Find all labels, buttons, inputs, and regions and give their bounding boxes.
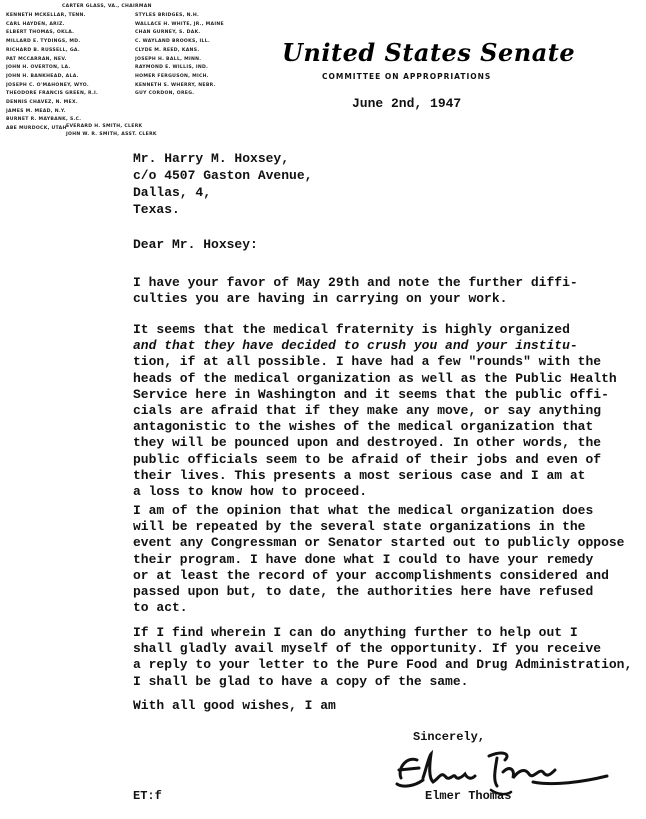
roster-member: STYLES BRIDGES, N.H. — [135, 13, 200, 18]
roster-right-column — [135, 12, 260, 99]
roster-member: RAYMOND E. WILLIS, IND. — [135, 65, 209, 71]
recipient-care-of: c/o 4507 Gaston Avenue, — [133, 168, 313, 183]
roster-clerk: EVERARD H. SMITH, CLERK — [66, 124, 143, 129]
paragraph-2 — [133, 322, 643, 500]
letterhead-title: United States Senate — [282, 38, 576, 67]
roster-chairman: CARTER GLASS, VA., CHAIRMAN — [62, 4, 152, 9]
paragraph-line: passed upon but, to date, the authorities here have refused — [133, 584, 594, 600]
roster-member: JAMES M. MEAD, N.Y. — [6, 108, 66, 114]
roster-member: ELBERT THOMAS, OKLA. — [6, 30, 75, 36]
letter-date: June 2nd, 1947 — [352, 96, 462, 111]
signer-name: Elmer Thomas — [425, 789, 512, 803]
roster-member: WALLACE H. WHITE, JR., MAINE — [135, 21, 224, 27]
paragraph-line: event any Congressman or Senator started out to publicly oppose — [133, 535, 625, 551]
paragraph-line: Service here in Washington and it seems that the public offi- — [133, 386, 609, 402]
letterhead-committee: COMMITTEE ON APPROPRIATIONS — [322, 72, 492, 81]
paragraph-line: If I find wherein I can do anything further to help out I — [133, 625, 578, 640]
paragraph-line: I shall be glad to have a copy of the same. — [133, 673, 469, 689]
paragraph-line: I have your favor of May 29th and note the further diffi- — [133, 275, 578, 290]
paragraph-line: to act. — [133, 600, 188, 616]
sincerely-line: Sincerely, — [413, 730, 486, 744]
paragraph-line: I am of the opinion that what the medical organization does — [133, 503, 594, 518]
roster-member: RICHARD B. RUSSELL, GA. — [6, 47, 80, 53]
paragraph-line: a reply to your letter to the Pure Food and Drug Administration, — [133, 657, 633, 673]
salutation: Dear Mr. Hoxsey: — [133, 237, 258, 252]
paragraph-line: culties you are having in carrying on your work. — [133, 291, 508, 307]
paragraph-line: heads of the medical organization as well as the Public Health — [133, 370, 617, 386]
recipient-city: Dallas, 4, — [133, 185, 212, 200]
roster-member: MILLARD E. TYDINGS, MD. — [6, 39, 81, 45]
roster-member: CLYDE M. REED, KANS. — [135, 47, 200, 53]
roster-member: JOHN H. OVERTON, LA. — [6, 65, 71, 71]
paragraph-line: and that they have decided to crush you and your institu- — [133, 338, 578, 354]
roster-member: THEODORE FRANCIS GREEN, R.I. — [6, 91, 99, 97]
paragraph-line: public officials seem to be afraid of their jobs and even of — [133, 451, 602, 467]
paragraph-line: their program. I have done what I could to have your remedy — [133, 551, 594, 567]
recipient-state: Texas. — [133, 202, 180, 217]
paragraph-line: a loss to know how to proceed. — [133, 484, 368, 500]
typist-initials: ET:f — [133, 789, 162, 803]
roster-member: JOSEPH C. O'MAHONEY, WYO. — [6, 82, 89, 88]
roster-member: CHAN GURNEY, S. DAK. — [135, 30, 201, 36]
roster-member: HOMER FERGUSON, MICH. — [135, 73, 209, 79]
paragraph-line: tion, if at all possible. I have had a few "rounds" with the — [133, 354, 602, 370]
roster-left-column — [6, 12, 131, 134]
paragraph-3 — [133, 503, 643, 616]
paragraph-line: will be repeated by the several state organizations in the — [133, 519, 586, 535]
paragraph-1 — [133, 275, 643, 307]
roster-member: ABE MURDOCK, UTAH — [6, 126, 67, 132]
paragraph-line: or at least the record of your accomplishments considered and — [133, 567, 609, 583]
roster-member: JOHN H. BANKHEAD, ALA. — [6, 73, 79, 79]
roster-member: CARL HAYDEN, ARIZ. — [6, 21, 65, 27]
roster-member: KENNETH S. WHERRY, NEBR. — [135, 82, 216, 88]
paragraph-line: It seems that the medical fraternity is highly organized — [133, 322, 570, 337]
roster-member: KENNETH MCKELLAR, TENN. — [6, 13, 86, 18]
paragraph-line: they will be pounced upon and destroyed. In other words, the — [133, 435, 602, 451]
paragraph-line: cials are afraid that if they make any move, or say anything — [133, 403, 602, 419]
recipient-address — [133, 150, 312, 218]
closing-line: With all good wishes, I am — [133, 698, 336, 713]
paragraph-line: shall gladly avail myself of the opportunity. If you receive — [133, 641, 602, 657]
paragraph-4 — [133, 625, 643, 690]
roster-member: JOSEPH H. BALL, MINN. — [135, 56, 202, 62]
roster-assistant-clerk: JOHN W. R. SMITH, ASST. CLERK — [66, 132, 157, 137]
roster-member: BURNET R. MAYBANK, S.C. — [6, 117, 82, 123]
roster-member: PAT MCCARRAN, NEV. — [6, 56, 67, 62]
roster-member: C. WAYLAND BROOKS, ILL. — [135, 39, 211, 45]
roster-member: DENNIS CHAVEZ, N. MEX. — [6, 100, 78, 106]
roster-member: GUY CORDON, OREG. — [135, 91, 195, 97]
recipient-name: Mr. Harry M. Hoxsey, — [133, 151, 290, 166]
paragraph-line: antagonistic to the wishes of the medical organization that — [133, 419, 594, 435]
paragraph-line: their lives. This presents a most serious case and I am at — [133, 467, 586, 483]
